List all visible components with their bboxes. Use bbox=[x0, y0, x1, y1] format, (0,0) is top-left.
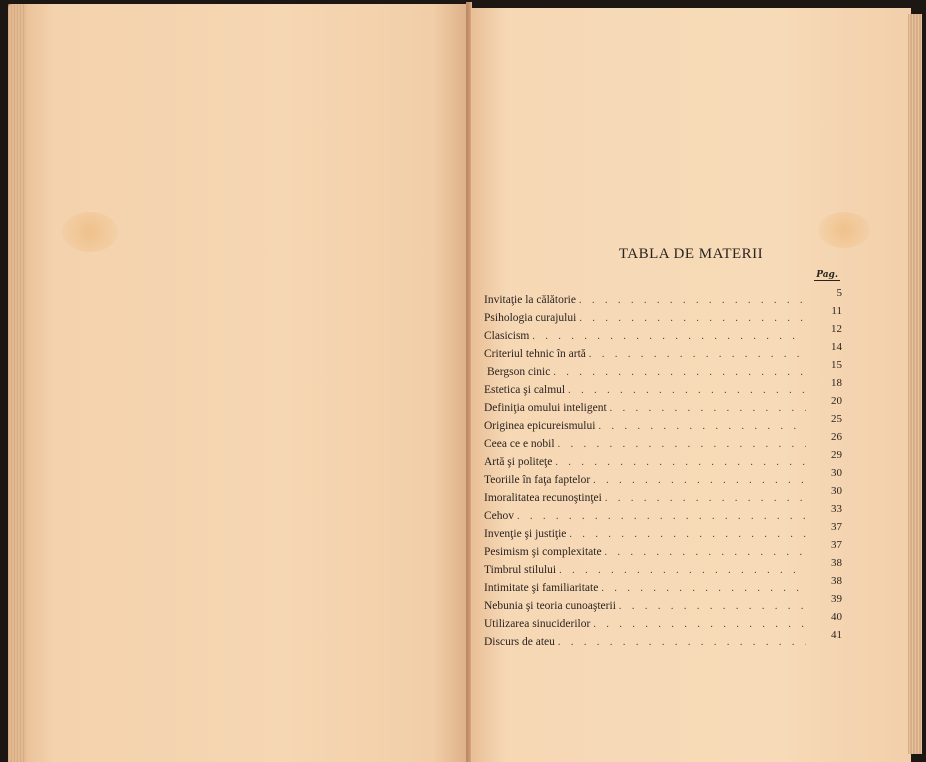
toc-entry bbox=[484, 467, 846, 485]
toc-entry-page: 38 bbox=[831, 557, 842, 569]
toc-entry bbox=[484, 629, 846, 647]
toc-list bbox=[484, 287, 846, 647]
toc-entry-label: Intimitate şi familiaritate bbox=[484, 582, 599, 594]
toc-title: TABLA DE MATERII bbox=[618, 246, 764, 262]
paper-stain bbox=[818, 212, 870, 248]
toc-entry bbox=[484, 359, 846, 377]
page-column-header: Pag. bbox=[816, 270, 838, 280]
toc-entry bbox=[484, 485, 846, 503]
toc-entry-label: Discurs de ateu bbox=[484, 636, 555, 648]
toc-entry-page: 30 bbox=[831, 485, 842, 497]
toc-entry bbox=[484, 503, 846, 521]
toc-entry bbox=[484, 557, 846, 575]
toc-entry bbox=[484, 575, 846, 593]
toc-entry-page: 5 bbox=[836, 287, 842, 299]
toc-entry-page: 29 bbox=[831, 449, 842, 461]
toc-entry-label: Ceea ce e nobil bbox=[484, 438, 555, 450]
toc-entry-label: Estetica şi calmul bbox=[484, 384, 566, 396]
paper-stain bbox=[62, 212, 118, 252]
toc-entry-page: 38 bbox=[831, 575, 842, 587]
toc-entry-page: 20 bbox=[831, 395, 842, 407]
toc-entry-page: 33 bbox=[831, 503, 842, 515]
toc-entry-label: Criteriul tehnic în artă bbox=[484, 348, 586, 360]
table-of-contents bbox=[484, 246, 846, 647]
toc-entry-label: Timbrul stilului bbox=[484, 564, 557, 576]
toc-entry bbox=[484, 341, 846, 359]
toc-entry bbox=[484, 305, 846, 323]
toc-entry-label: Imoralitatea recunoştinţei bbox=[484, 492, 602, 504]
toc-entry-page: 39 bbox=[831, 593, 842, 605]
toc-entry bbox=[484, 521, 846, 539]
toc-entry-page: 30 bbox=[831, 467, 842, 479]
toc-entry-label: Artă şi politeţe bbox=[484, 456, 553, 468]
toc-entry bbox=[484, 593, 846, 611]
toc-entry-label: Invenţie şi justiţie bbox=[484, 528, 567, 540]
toc-entry-page: 18 bbox=[831, 377, 842, 389]
toc-entry bbox=[484, 449, 846, 467]
toc-entry-label: Originea epicureismului bbox=[484, 420, 596, 432]
toc-entry bbox=[484, 377, 846, 395]
toc-entry-page: 14 bbox=[831, 341, 842, 353]
toc-entry bbox=[484, 611, 846, 629]
toc-entry bbox=[484, 431, 846, 449]
toc-entry-label: Teoriile în faţa faptelor bbox=[484, 474, 591, 486]
toc-entry-page: 11 bbox=[831, 305, 842, 317]
toc-entry-label: Bergson cinic bbox=[487, 366, 551, 378]
toc-entry-page: 40 bbox=[831, 611, 842, 623]
toc-entry-label: Invitaţie la călătorie bbox=[484, 294, 576, 306]
toc-entry bbox=[484, 395, 846, 413]
toc-entry-page: 37 bbox=[831, 521, 842, 533]
toc-entry bbox=[484, 539, 846, 557]
toc-entry bbox=[484, 413, 846, 431]
toc-entry-page: 12 bbox=[831, 323, 842, 335]
toc-entry-label: Utilizarea sinuciderilor bbox=[484, 618, 591, 630]
toc-entry-page: 26 bbox=[831, 431, 842, 443]
left-page bbox=[8, 4, 470, 762]
toc-entry-page: 41 bbox=[831, 629, 842, 641]
toc-entry-page: 15 bbox=[831, 359, 842, 371]
toc-entry-label: Nebunia şi teoria cunoaşterii bbox=[484, 600, 616, 612]
toc-entry-label: Psihologia curajului bbox=[484, 312, 577, 324]
toc-entry-label: Pesimism şi complexitate bbox=[484, 546, 602, 558]
toc-entry bbox=[484, 287, 846, 305]
toc-entry-label: Definiţia omului inteligent bbox=[484, 402, 607, 414]
toc-entry bbox=[484, 323, 846, 341]
toc-entry-page: 25 bbox=[831, 413, 842, 425]
toc-entry-label: Cehov bbox=[484, 510, 515, 522]
dot-leader bbox=[558, 634, 806, 652]
page-edges bbox=[908, 14, 922, 754]
toc-entry-page: 37 bbox=[831, 539, 842, 551]
toc-entry-label: Clasicism bbox=[484, 330, 530, 342]
